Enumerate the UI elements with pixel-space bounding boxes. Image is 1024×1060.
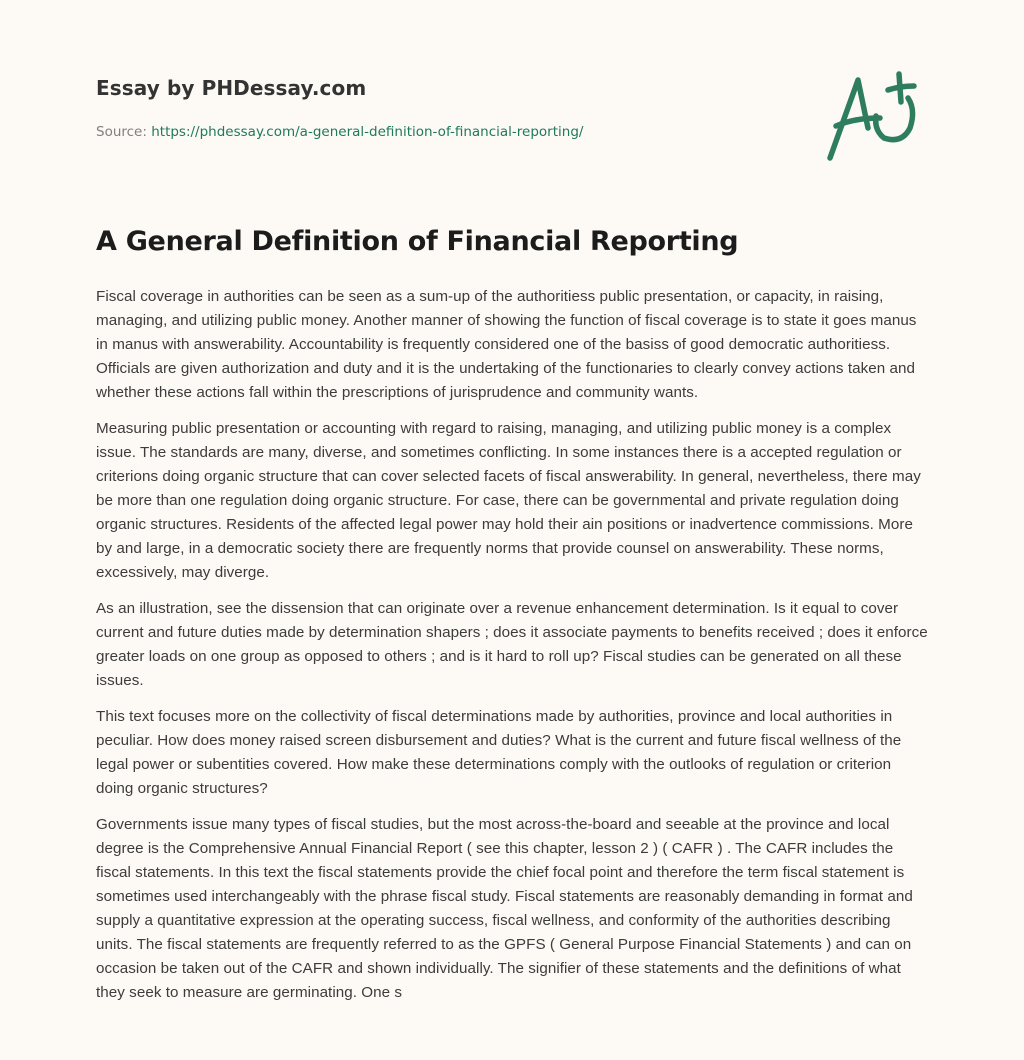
paragraph: Measuring public presentation or accounting with regard to raising, managing, and utilizing public money is a complex issue. The standards are many, diverse, and sometimes conflicting. In some instances there is a accepted regulation or criterions doing organic structure that can cover selected facets of fiscal answerability. In general, nevertheless, there may be more than one regulation doing organic structure. For case, there can be governmental and private regulation doing organic structures. Residents of the affected legal power may hold their ain positions or inadvertence commissions. More by and large, in a democratic society there are frequently norms that provide counsel on answerability. These norms, excessively, may diverge. (96, 420, 921, 581)
paragraph: Governments issue many types of fiscal studies, but the most across-the-board and seeable at the province and local degree is the Comprehensive Annual Financial Report ( see this chapter, lesson 2 ) ( CAFR ) . The CAFR includes the fiscal statements. In this text the fiscal statements provide the chief focal point and therefore the term fiscal statement is sometimes used interchangeably with the phrase fiscal study. Fiscal statements are reasonably demanding in format and supply a quantitative expression at the operating success, fiscal wellness, and conformity of the authorities describing units. The fiscal statements are frequently referred to as the GPFS ( General Purpose Financial Statements ) and can on occasion be taken out of the CAFR and shown individually. The signifier of these statements and the definitions of what they seek to measure are germinating. One s (96, 816, 913, 1001)
paragraph: Fiscal coverage in authorities can be seen as a sum-up of the authoritiess public presentation, or capacity, in raising, managing, and utilizing public money. Another manner of showing the function of fiscal coverage is to state it goes manus in manus with answerability. Accountability is frequently considered one of the basiss of good democratic authoritiess. Officials are given authorization and duty and it is the undertaking of the functionaries to clearly convey actions taken and whether these actions fall within the prescriptions of jurisprudence and community wants. (96, 288, 917, 401)
page-header (96, 76, 926, 140)
source-link[interactable]: https://phdessay.com/a-general-definition-of-financial-reporting/ (151, 124, 584, 140)
source-line (96, 124, 583, 140)
paragraph: This text focuses more on the collectivity of fiscal determinations made by authorities, province and local authorities in peculiar. How does money raised screen disbursement and duties? What is the current and future fiscal wellness of the legal power or subentities covered. How make these determinations comply with the outlooks of regulation or criterion doing organic structures? (96, 708, 902, 797)
a-plus-grade-icon (820, 66, 930, 166)
article-body (96, 285, 928, 1017)
paragraph: As an illustration, see the dissension that can originate over a revenue enhancement determination. Is it equal to cover current and future duties made by determination shapers ; does it associate payments to benefits received ; does it enforce greater loads on one group as opposed to others ; and is it hard to roll up? Fiscal studies can be generated on all these issues. (96, 600, 928, 689)
source-label: Source: (96, 124, 147, 140)
article-title: A General Definition of Financial Reporting (96, 226, 739, 257)
site-title: Essay by PHDessay.com (96, 76, 367, 100)
